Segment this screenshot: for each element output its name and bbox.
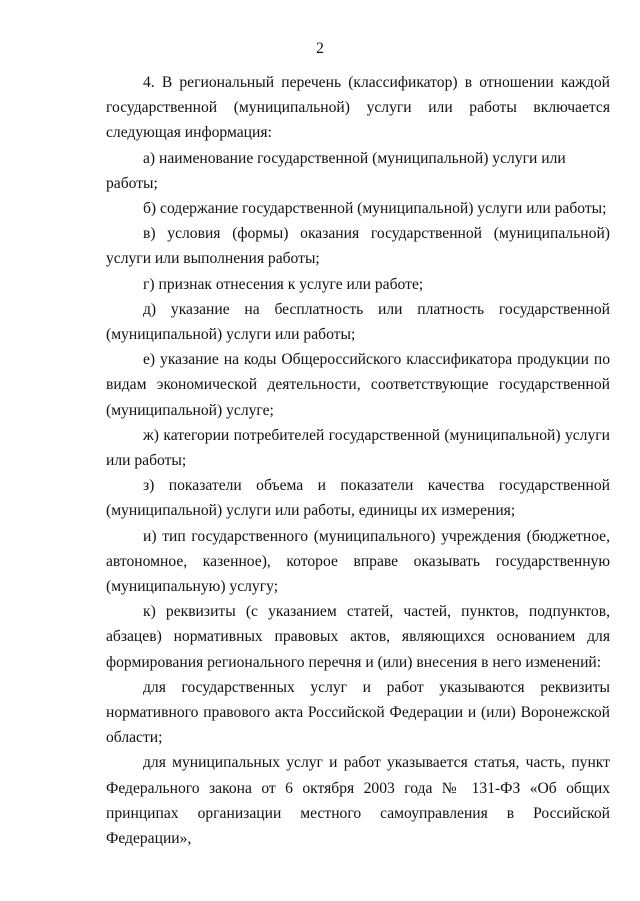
- paragraph-item-4: 4. В региональный перечень (классификатор) в отношении каждой государственной (муниципальной) услуги или работы включается следующая информация:: [106, 74, 610, 142]
- paragraph-subitem-zh: ж) категории потребителей государственной (муниципальной) услуги или работы;: [106, 426, 610, 470]
- paragraph-state-services: для государственных услуг и работ указываются реквизиты нормативного правового акта Российской Федерации и (или) Воронежской области;: [106, 678, 610, 747]
- paragraph-subitem-i: и) тип государственного (муниципального) учреждения (бюджетное, автономное, казенное), которое вправе оказывать государственную (муниципальную) услугу;: [106, 527, 610, 596]
- paragraph-subitem-a: а) наименование государственной (муниципальной) услуги или работы;: [106, 149, 566, 192]
- page-number: 2: [316, 40, 324, 57]
- paragraph-subitem-k: к) реквизиты (с указанием статей, частей, пунктов, подпунктов, абзацев) нормативных правовых актов, являющихся основанием для формирования регионального перечня и (или) внесения в него изменений:: [106, 603, 610, 671]
- paragraph-subitem-z: з) показатели объема и показатели качества государственной (муниципальной) услуги или работы, единицы их измерения;: [106, 477, 610, 520]
- paragraph-subitem-v: в) условия (формы) оказания государственной (муниципальной) услуги или выполнения работы;: [106, 225, 610, 268]
- document-body: [106, 70, 610, 851]
- paragraph-subitem-g: г) признак отнесения к услуге или работе;: [143, 275, 424, 293]
- paragraph-subitem-d: д) указание на бесплатность или платность государственной (муниципальной) услуги или работы;: [106, 300, 610, 344]
- paragraph-subitem-e: е) указание на коды Общероссийского классификатора продукции по видам экономической деятельности, соответствующие государственной (муниципальной) услуге;: [106, 351, 610, 419]
- paragraph-municipal-services: для муниципальных услуг и работ указывается статья, часть, пункт Федерального закона от 6 октября 2003 года № 131-ФЗ «Об общих принципах организации местного самоуправления в Российской Федерации»,: [106, 754, 610, 848]
- paragraph-subitem-b: б) содержание государственной (муниципальной) услуги или работы;: [143, 200, 607, 218]
